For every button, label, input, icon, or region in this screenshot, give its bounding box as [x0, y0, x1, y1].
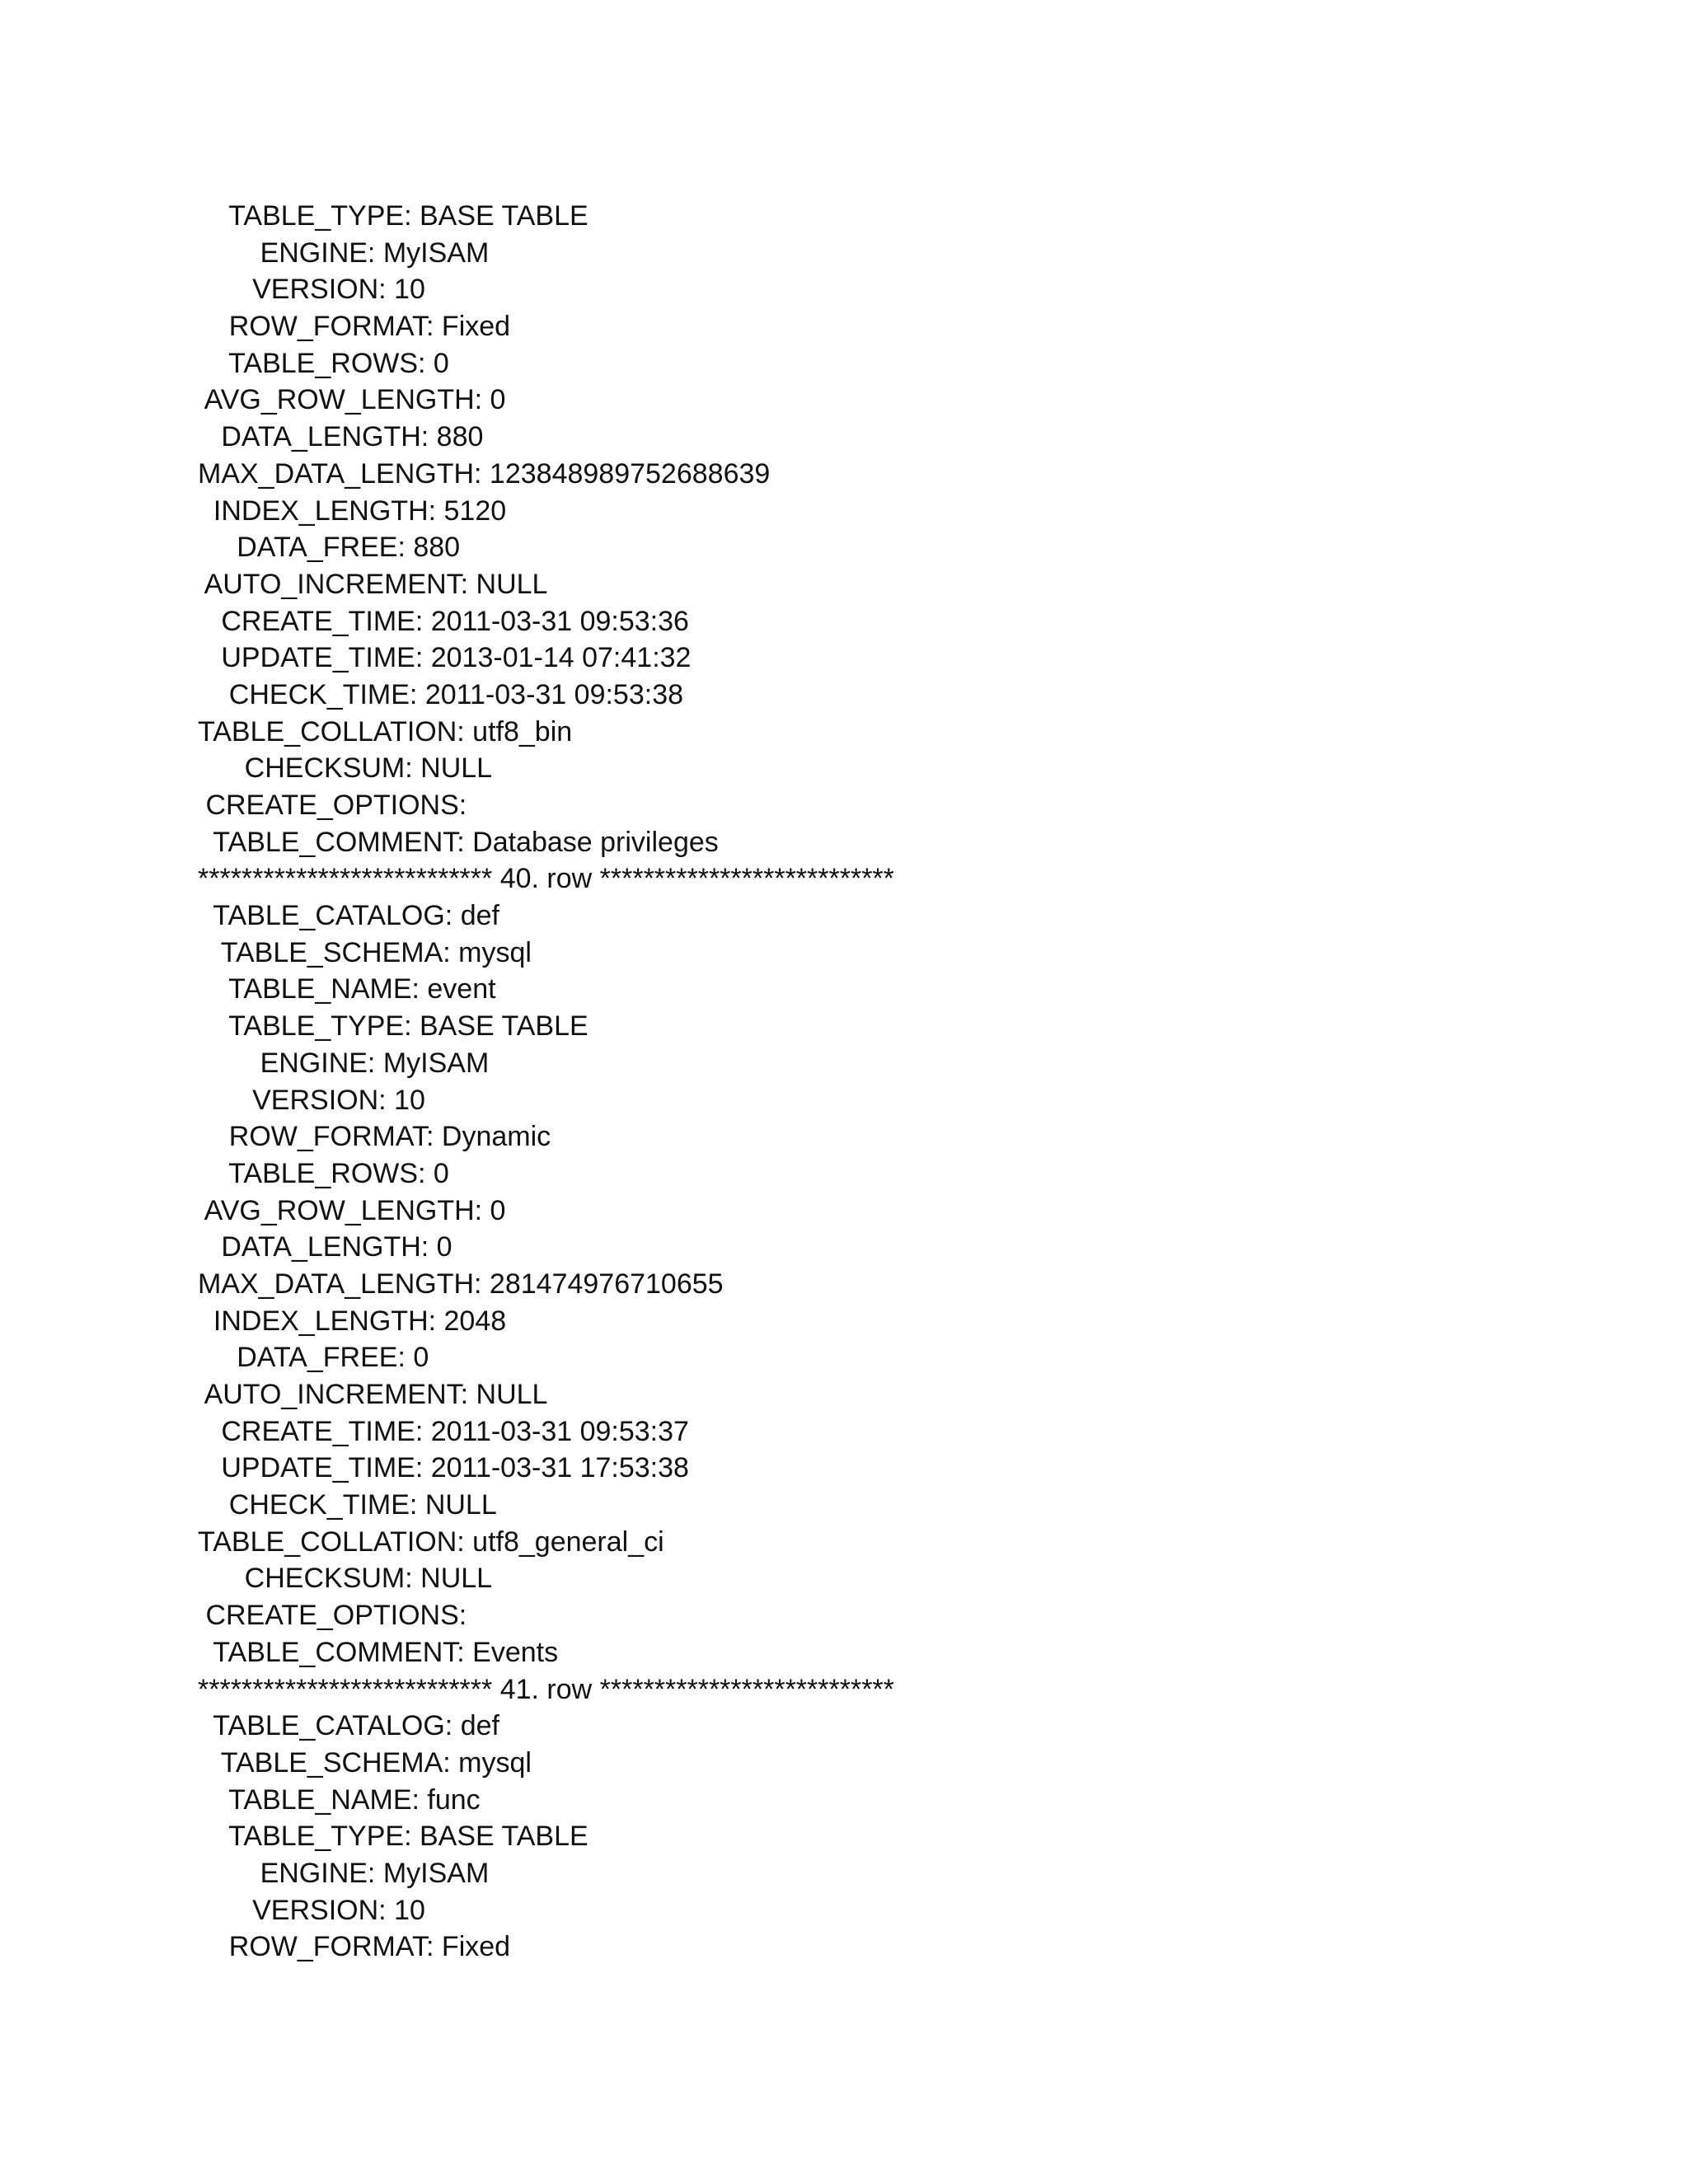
field-line: ROW_FORMAT: Fixed	[198, 311, 511, 343]
field-line: CHECKSUM: NULL	[198, 752, 493, 785]
row-separator-line: *************************** 40. row ***************************	[198, 863, 894, 895]
field-line: TABLE_NAME: func	[198, 1783, 481, 1816]
field-line: DATA_LENGTH: 0	[198, 1231, 452, 1263]
field-line: VERSION: 10	[198, 274, 425, 306]
field-line: AVG_ROW_LENGTH: 0	[198, 384, 506, 416]
field-line: CHECK_TIME: NULL	[198, 1489, 497, 1521]
field-line: CREATE_TIME: 2011-03-31 09:53:36	[198, 605, 689, 637]
field-line: VERSION: 10	[198, 1084, 425, 1116]
field-line: MAX_DATA_LENGTH: 123848989752688639	[198, 457, 771, 490]
field-line: AUTO_INCREMENT: NULL	[198, 568, 548, 600]
field-line: TABLE_SCHEMA: mysql	[198, 1746, 532, 1779]
field-line: TABLE_SCHEMA: mysql	[198, 936, 532, 968]
field-line: TABLE_CATALOG: def	[198, 1710, 499, 1742]
field-line: TABLE_COMMENT: Events	[198, 1636, 559, 1668]
field-line: CREATE_OPTIONS:	[198, 790, 467, 821]
field-line: ROW_FORMAT: Fixed	[198, 1931, 511, 1963]
field-line: ENGINE: MyISAM	[198, 237, 490, 269]
field-line: INDEX_LENGTH: 5120	[198, 494, 507, 527]
field-line: TABLE_ROWS: 0	[198, 1157, 449, 1189]
field-line: TABLE_ROWS: 0	[198, 347, 449, 379]
field-line: CREATE_TIME: 2011-03-31 09:53:37	[198, 1415, 689, 1447]
field-line: MAX_DATA_LENGTH: 281474976710655	[198, 1268, 724, 1300]
record-text-block	[198, 198, 1599, 1966]
field-line: ROW_FORMAT: Dynamic	[198, 1121, 551, 1153]
field-line: ENGINE: MyISAM	[198, 1047, 490, 1079]
field-line: TABLE_TYPE: BASE TABLE	[198, 1821, 588, 1853]
field-line: UPDATE_TIME: 2013-01-14 07:41:32	[198, 642, 692, 674]
field-line: CHECK_TIME: 2011-03-31 09:53:38	[198, 678, 684, 710]
field-line: CREATE_OPTIONS:	[198, 1600, 467, 1632]
field-line: ENGINE: MyISAM	[198, 1857, 490, 1889]
document-page	[198, 198, 1599, 1966]
field-line: TABLE_COLLATION: utf8_bin	[198, 715, 573, 748]
field-line: INDEX_LENGTH: 2048	[198, 1305, 507, 1337]
field-line: AUTO_INCREMENT: NULL	[198, 1379, 548, 1410]
field-line: UPDATE_TIME: 2011-03-31 17:53:38	[198, 1452, 689, 1484]
field-line: TABLE_COLLATION: utf8_general_ci	[198, 1526, 664, 1558]
row-separator-line: *************************** 41. row ***************************	[198, 1673, 894, 1705]
field-line: VERSION: 10	[198, 1894, 425, 1926]
field-line: TABLE_CATALOG: def	[198, 900, 499, 932]
field-line: TABLE_COMMENT: Database privileges	[198, 826, 719, 858]
field-line: DATA_FREE: 0	[198, 1342, 429, 1374]
field-line: AVG_ROW_LENGTH: 0	[198, 1194, 506, 1226]
field-line: CHECKSUM: NULL	[198, 1563, 493, 1595]
field-line: TABLE_NAME: event	[198, 973, 496, 1005]
field-line: TABLE_TYPE: BASE TABLE	[198, 200, 588, 232]
field-line: DATA_LENGTH: 880	[198, 421, 484, 453]
field-line: DATA_FREE: 880	[198, 532, 461, 564]
field-line: TABLE_TYPE: BASE TABLE	[198, 1010, 588, 1043]
